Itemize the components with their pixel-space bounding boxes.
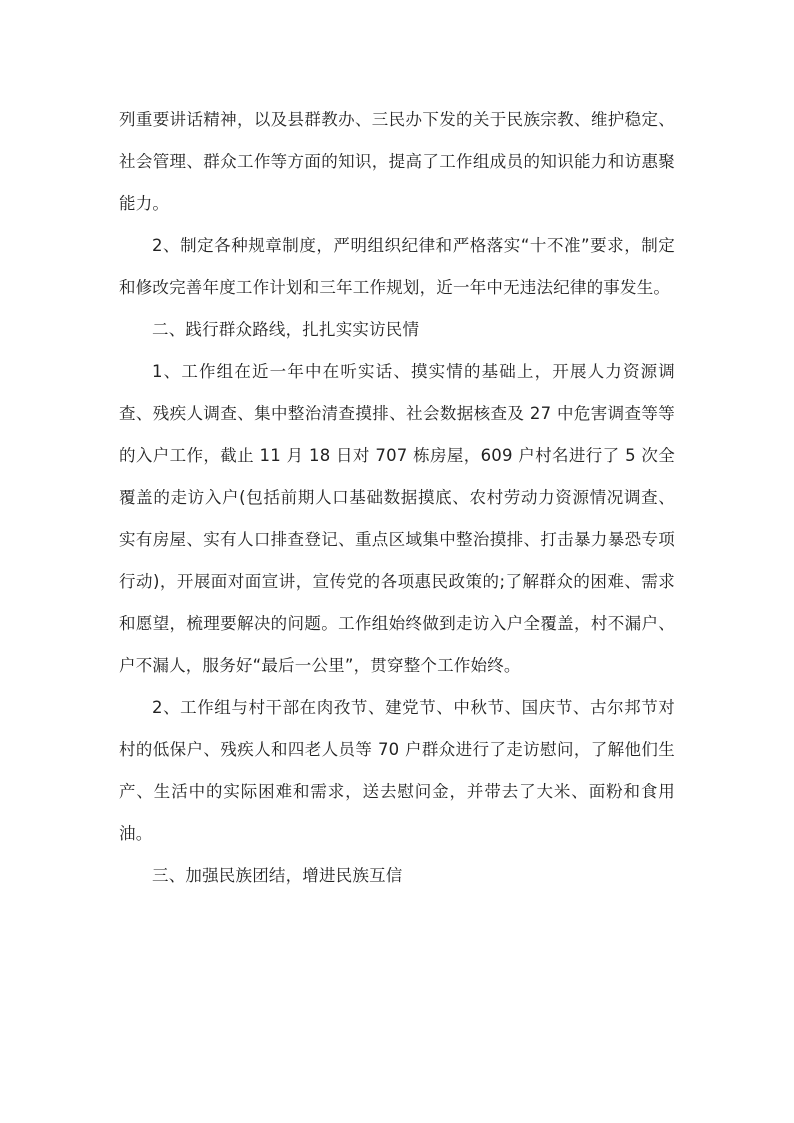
document-body (119, 99, 675, 897)
paragraph-continuation: 列重要讲话精神，以及县群教办、三民办下发的关于民族宗教、维护稳定、社会管理、群众工作等方面的知识，提高了工作组成员的知识能力和访惠聚能力。 (119, 110, 675, 213)
section-heading-mass-line: 二、践行群众路线，扎扎实实访民情 (152, 320, 420, 339)
paragraph-household-visits: 1、工作组在近一年中在听实话、摸实情的基础上，开展人力资源调查、残疾人调查、集中整治清查摸排、社会数据核查及 27 中危害调查等等的入户工作，截止 11 月 18 日对 707 栋房屋，609 户村名进行了 5 次全覆盖的走访入户(包括前期人口基础数据摸底、农村劳动力资源情况调查、实有房屋、实有人口排查登记、重点区域集中整治摸排、打击暴力暴恐专项行动)，开展面对面宣讲，宣传党的各项惠民政策的;了解群众的困难、需求和愿望，梳理要解决的问题。工作组始终做到走访入户全覆盖，村不漏户、户不漏人，服务好“最后一公里”，贯穿整个工作始终。 (119, 362, 675, 675)
paragraph-regulations: 2、制定各种规章制度，严明组织纪律和严格落实“十不准”要求，制定和修改完善年度工作计划和三年工作规划，近一年中无违法纪律的事发生。 (119, 236, 675, 297)
section-heading-ethnic-unity: 三、加强民族团结，增进民族互信 (152, 866, 403, 885)
paragraph-festival-visits: 2、工作组与村干部在肉孜节、建党节、中秋节、国庆节、古尔邦节对村的低保户、残疾人和四老人员等 70 户群众进行了走访慰问，了解他们生产、生活中的实际困难和需求，送去慰问金，并带去了大米、面粉和食用油。 (119, 698, 675, 843)
